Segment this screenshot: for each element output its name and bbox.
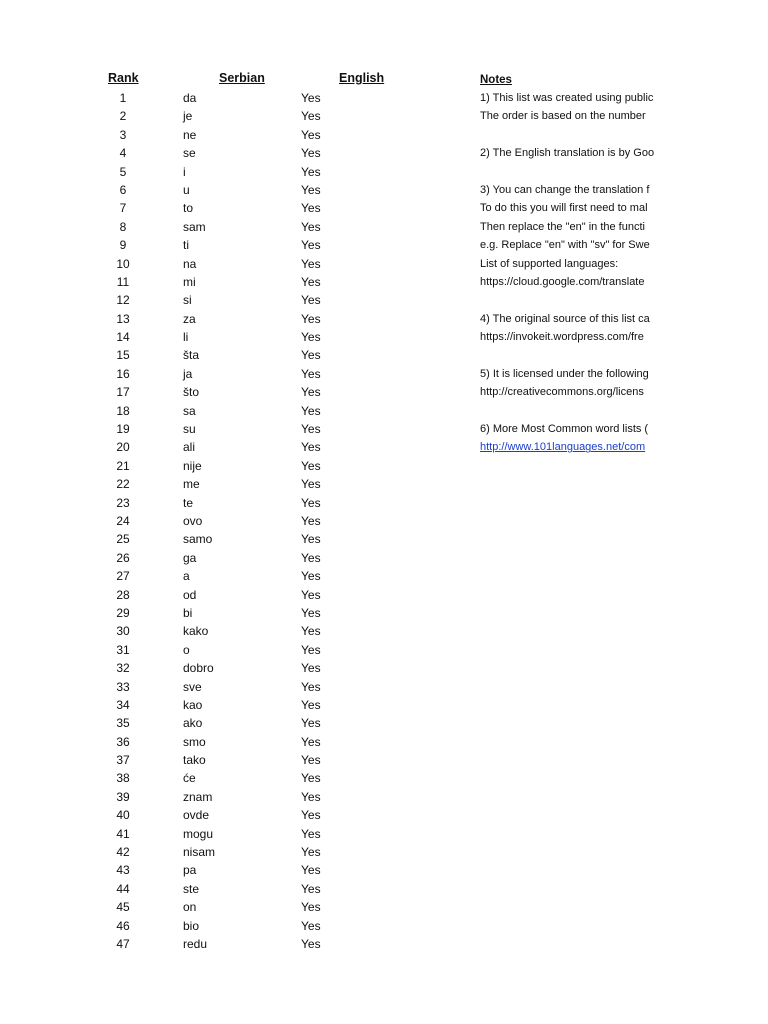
serbian-cell: dobro [183,661,214,676]
notes-line: The order is based on the number [480,110,646,123]
word-table [0,89,460,953]
serbian-cell: da [183,91,197,105]
table-row [0,898,460,916]
serbian-cell: sve [183,679,202,694]
english-cell: Yes [301,238,321,253]
table-row [0,751,460,769]
english-cell: Yes [301,127,321,142]
rank-cell: 46 [116,918,130,933]
english-cell: Yes [301,422,321,437]
rank-cell: 24 [116,513,130,528]
serbian-cell: mogu [183,826,214,841]
english-cell: Yes [301,863,321,878]
header-serbian: Serbian [219,71,265,85]
rank-cell: 45 [116,900,130,915]
notes-line [480,126,658,144]
rank-cell: 44 [116,881,130,896]
rank-cell: 32 [116,661,130,676]
table-row [0,604,460,622]
serbian-cell: to [183,201,194,216]
rank-cell: 9 [119,238,127,253]
english-cell: Yes [301,513,321,528]
english-cell: Yes [301,385,321,400]
english-cell: Yes [301,330,321,345]
serbian-cell: ste [183,881,200,896]
serbian-cell: smo [183,734,206,749]
notes-line: 2) The English translation is by Goo [480,147,655,160]
table-row [0,678,460,696]
notes-line [480,291,658,309]
serbian-cell: ovo [183,513,203,528]
serbian-cell: su [183,422,196,437]
table-row [0,917,460,935]
table-row [0,402,460,420]
table-row [0,181,460,199]
serbian-cell: bio [183,918,200,933]
notes-link[interactable]: http://www.101languages.net/com [480,441,646,454]
serbian-cell: ako [183,716,203,731]
english-cell: Yes [301,532,321,547]
serbian-cell: pa [183,863,197,878]
english-cell: Yes [301,274,321,289]
english-cell: Yes [301,918,321,933]
english-cell: Yes [301,771,321,786]
table-row [0,107,460,125]
english-cell: Yes [301,845,321,860]
table-row [0,530,460,548]
serbian-cell: tako [183,753,206,768]
english-cell: Yes [301,569,321,584]
rank-cell: 4 [119,146,127,161]
table-row [0,788,460,806]
header-notes: Notes [480,74,512,86]
rank-cell: 38 [116,771,130,786]
serbian-cell: a [183,569,190,584]
rank-cell: 25 [116,532,130,547]
serbian-cell: ga [183,550,197,565]
english-cell: Yes [301,403,321,418]
rank-cell: 12 [116,293,130,308]
table-row [0,806,460,824]
rank-cell: 41 [116,826,130,841]
table-row [0,861,460,879]
table-row [0,733,460,751]
rank-cell: 5 [119,164,127,179]
english-cell: Yes [301,753,321,768]
serbian-cell: za [183,311,196,326]
notes-line [480,163,658,181]
table-row [0,549,460,567]
rank-cell: 8 [119,219,127,234]
table-row [0,769,460,787]
table-row [0,586,460,604]
table-row [0,273,460,291]
table-row [0,255,460,273]
english-cell: Yes [301,642,321,657]
english-cell: Yes [301,182,321,197]
rank-cell: 40 [116,808,130,823]
serbian-cell: i [183,164,186,179]
english-cell: Yes [301,91,321,105]
table-row [0,346,460,364]
serbian-cell: kao [183,697,203,712]
table-row [0,622,460,640]
notes-line [480,346,658,364]
rank-cell: 26 [116,550,130,565]
table-row [0,328,460,346]
notes-line: 1) This list was created using public [480,92,654,104]
rank-cell: 18 [116,403,130,418]
rank-cell: 34 [116,697,130,712]
serbian-cell: o [183,642,190,657]
english-cell: Yes [301,808,321,823]
english-cell: Yes [301,697,321,712]
notes-line: http://creativecommons.org/licens [480,386,644,399]
header-english: English [339,71,385,85]
table-row [0,310,460,328]
notes-line: https://cloud.google.com/translate [480,275,645,288]
header-rank: Rank [108,71,139,85]
rank-cell: 33 [116,679,130,694]
english-cell: Yes [301,826,321,841]
table-row [0,880,460,898]
notes-line: https://invokeit.wordpress.com/fre [480,331,644,344]
english-cell: Yes [301,900,321,915]
table-row [0,438,460,456]
serbian-cell: sa [183,403,196,418]
table-row [0,126,460,144]
english-cell: Yes [301,477,321,492]
table-row [0,291,460,309]
serbian-cell: nije [183,458,202,473]
rank-cell: 7 [119,201,127,216]
table-row [0,825,460,843]
english-cell: Yes [301,587,321,602]
rank-cell: 19 [116,422,130,437]
serbian-cell: od [183,587,197,602]
serbian-cell: ali [183,440,196,455]
table-row [0,935,460,953]
serbian-cell: sam [183,219,206,234]
english-cell: Yes [301,605,321,620]
english-cell: Yes [301,734,321,749]
serbian-cell: kako [183,624,209,639]
table-row [0,236,460,254]
table-row [0,843,460,861]
english-cell: Yes [301,164,321,179]
rank-cell: 42 [116,845,130,860]
serbian-cell: se [183,146,196,161]
notes-line: 3) You can change the translation f [480,183,650,196]
serbian-cell: u [183,182,190,197]
english-cell: Yes [301,495,321,510]
table-row [0,696,460,714]
english-cell: Yes [301,109,321,124]
serbian-cell: on [183,900,197,915]
rank-cell: 15 [116,348,130,363]
rank-cell: 47 [116,936,130,951]
rank-cell: 21 [116,458,130,473]
serbian-cell: mi [183,274,196,289]
table-row [0,641,460,659]
rank-cell: 11 [116,274,130,289]
serbian-cell: bi [183,605,193,620]
english-cell: Yes [301,458,321,473]
english-cell: Yes [301,219,321,234]
serbian-cell: znam [183,789,213,804]
rank-cell: 13 [116,311,130,326]
table-row [0,659,460,677]
notes-line: Then replace the "en" in the functi [480,220,645,233]
table-row [0,457,460,475]
english-cell: Yes [301,550,321,565]
notes-line: To do this you will first need to mal [480,202,648,215]
serbian-cell: ti [183,238,189,253]
english-cell: Yes [301,789,321,804]
rank-cell: 30 [116,624,130,639]
rank-cell: 39 [116,789,130,804]
english-cell: Yes [301,881,321,896]
table-row [0,512,460,530]
rank-cell: 14 [116,330,130,345]
table-row [0,218,460,236]
serbian-cell: što [183,385,200,400]
serbian-cell: šta [183,348,200,363]
serbian-cell: će [183,771,196,786]
notes-line: List of supported languages: [480,257,619,270]
rank-cell: 10 [116,256,130,271]
english-cell: Yes [301,293,321,308]
english-cell: Yes [301,679,321,694]
english-cell: Yes [301,146,321,161]
table-row [0,383,460,401]
rank-cell: 27 [116,569,130,584]
english-cell: Yes [301,256,321,271]
table-row [0,475,460,493]
rank-cell: 16 [116,366,130,381]
rank-cell: 17 [116,385,130,400]
table-row [0,567,460,585]
table-row [0,89,460,107]
english-cell: Yes [301,311,321,326]
english-cell: Yes [301,624,321,639]
serbian-cell: li [183,330,189,345]
notes-line [480,402,658,420]
english-cell: Yes [301,201,321,216]
rank-cell: 36 [116,734,130,749]
english-cell: Yes [301,366,321,381]
rank-cell: 43 [116,863,130,878]
english-cell: Yes [301,936,321,951]
serbian-cell: redu [183,936,208,951]
english-cell: Yes [301,716,321,731]
table-row [0,199,460,217]
table-row [0,420,460,438]
english-cell: Yes [301,440,321,455]
english-cell: Yes [301,348,321,363]
serbian-cell: si [183,293,192,308]
serbian-cell: na [183,256,197,271]
rank-cell: 31 [116,642,130,657]
serbian-cell: samo [183,532,213,547]
rank-cell: 29 [116,605,130,620]
serbian-cell: te [183,495,194,510]
table-row [0,365,460,383]
rank-cell: 6 [119,182,127,197]
rank-cell: 35 [116,716,130,731]
notes-line: 4) The original source of this list ca [480,312,650,325]
rank-cell: 28 [116,587,130,602]
rank-cell: 22 [116,477,130,492]
rank-cell: 3 [119,127,127,142]
english-cell: Yes [301,661,321,676]
notes-line: e.g. Replace "en" with "sv" for Swe [480,239,650,252]
serbian-cell: me [183,477,200,492]
rank-cell: 37 [116,753,130,768]
serbian-cell: ja [183,366,193,381]
notes-line: 6) More Most Common word lists ( [480,423,649,436]
notes-line: 5) It is licensed under the following [480,367,649,380]
table-row [0,163,460,181]
rank-cell: 1 [119,91,127,105]
table-row [0,714,460,732]
serbian-cell: nisam [183,845,216,860]
serbian-cell: ne [183,127,197,142]
table-row [0,494,460,512]
rank-cell: 2 [119,109,127,124]
notes-column [480,89,658,457]
table-row [0,144,460,162]
serbian-cell: je [183,109,193,124]
serbian-cell: ovde [183,808,210,823]
rank-cell: 23 [116,495,130,510]
rank-cell: 20 [116,440,130,455]
